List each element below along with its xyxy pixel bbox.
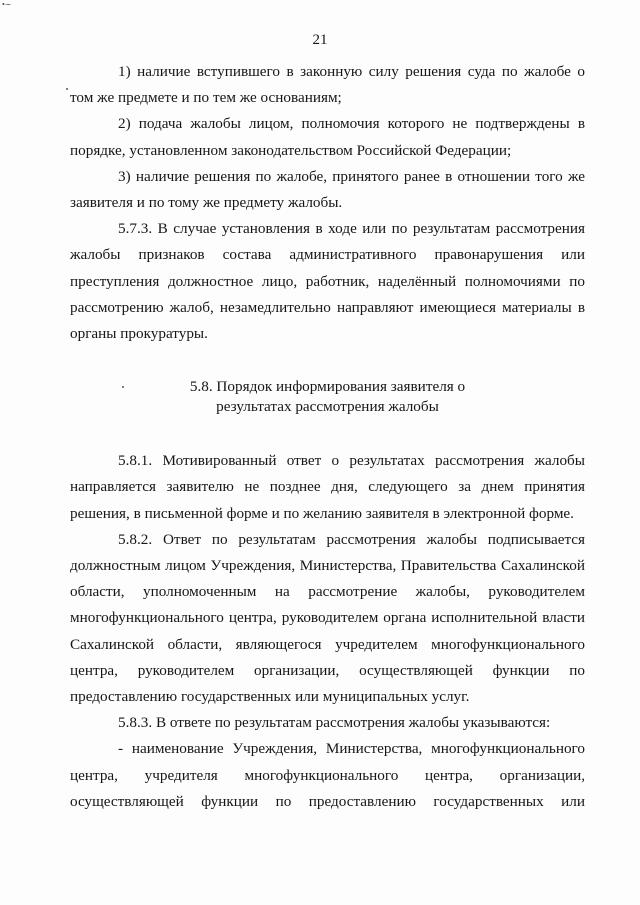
paragraph-ground-2: 2) подача жалобы лицом, полномочия которого не подтверждены в порядке, установленном законодательством Российской Федерации; bbox=[70, 115, 585, 159]
page-number: 21 bbox=[312, 32, 328, 48]
paragraph-5-8-1: 5.8.1. Мотивированный ответ о результатах рассмотрения жалобы направляется заявителю не позднее дня, следующего за днем принятия решения, в письменной форме и по желанию заявителя в электронной форме. bbox=[70, 452, 585, 522]
scan-artifact-mark: •∼ bbox=[2, 0, 12, 9]
section-heading bbox=[70, 377, 585, 417]
paragraph-5-8-2: 5.8.2. Ответ по результатам рассмотрения жалобы подписывается должностным лицом Учреждения, Министерства, Правительства Сахалинской области, уполномоченным на рассмотрение жалобы, руководителем многофункционального центра, руководителем органа исполнительной власти Сахалинской области, являющегося учредителем многофункционального центра, руководителем организации, осуществляющей функции по предоставлению государственных или муниципальных услуг. bbox=[70, 530, 585, 706]
scan-speck bbox=[66, 88, 68, 90]
paragraph-5-7-3: 5.7.3. В случае установления в ходе или по результатам рассмотрения жалобы признаков состава административного правонарушения или преступления должностное лицо, работник, наделённый полномочиями по рассмотрению жалоб, незамедлительно направляют имеющиеся материалы в органы прокуратуры. bbox=[70, 220, 585, 343]
paragraph-5-8-3: 5.8.3. В ответе по результатам рассмотрения жалобы указываются: bbox=[118, 714, 551, 732]
section-heading-line-2: результатах рассмотрения жалобы bbox=[216, 398, 439, 416]
paragraph-list-item: - наименование Учреждения, Министерства, многофункционального центра, учредителя многофункционального центра, организации, осуществляющей функции по предоставлению государственных или bbox=[70, 740, 585, 810]
paragraph-ground-3: 3) наличие решения по жалобе, принятого ранее в отношении того же заявителя и по тому же предмету жалобы. bbox=[70, 167, 585, 212]
paragraph-ground-1: 1) наличие вступившего в законную силу решения суда по жалобе о том же предмете и по тем же основаниям; bbox=[70, 63, 585, 107]
section-heading-line-1: 5.8. Порядок информирования заявителя о bbox=[189, 378, 466, 396]
document-body bbox=[70, 59, 585, 815]
